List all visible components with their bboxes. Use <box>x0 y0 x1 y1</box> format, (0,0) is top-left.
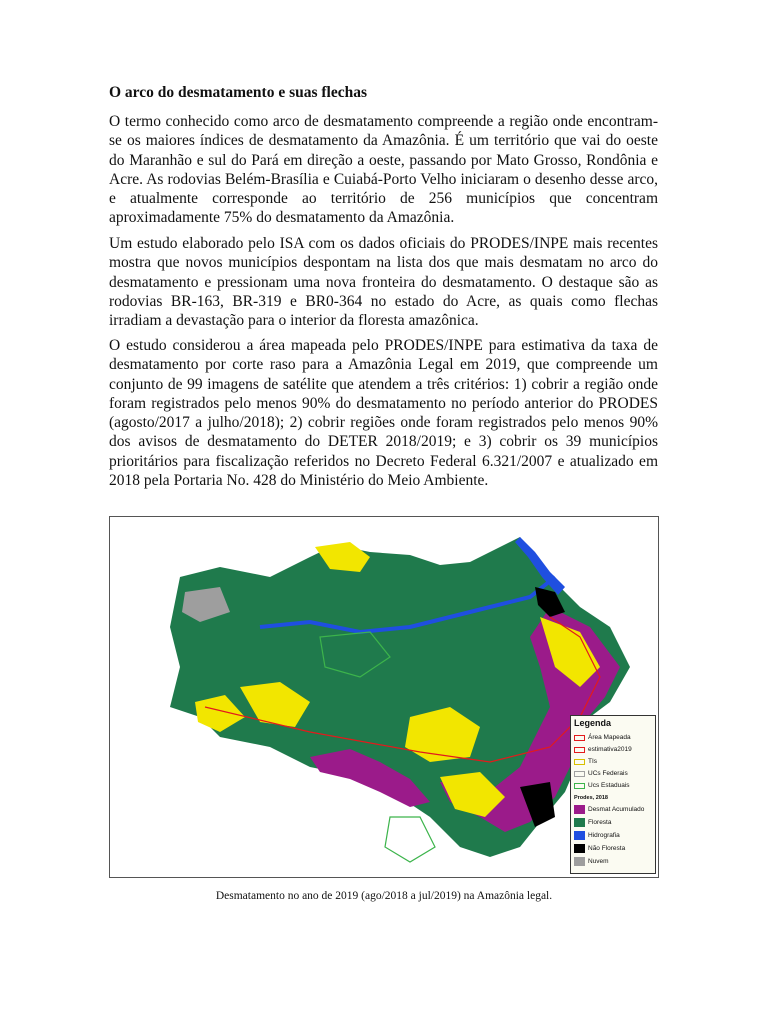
legend-label: TIs <box>588 758 598 765</box>
conservation-units-outline-2 <box>385 817 435 862</box>
legend-item-tis <box>574 758 597 765</box>
legend-item-hidrografia <box>574 831 620 840</box>
legend-label: Desmat Acumulado <box>588 806 645 813</box>
legend-label: Ucs Estaduais <box>588 782 630 789</box>
legend-swatch <box>574 805 585 814</box>
paragraph-estudo-isa: Um estudo elaborado pelo ISA com os dados oficiais do PRODES/INPE mais recentes mostra que novos municípios despontam na lista dos que mais desmatam no arco do desmatamento e pressionam uma nova fronteira do desmatamento. O destaque são as rodovias BR-163, BR-319 e BR0-364 no estado do Acre, as quais como flechas irradiam a devastação para o interior da floresta amazônica. <box>109 235 658 330</box>
legend-item-estimativa <box>574 746 632 753</box>
legend-item-mapped-area <box>574 734 631 741</box>
legend-label: UCs Federais <box>588 770 628 777</box>
legend-item-ucs-estaduais <box>574 782 630 789</box>
legend-item-nuvem <box>574 857 609 866</box>
legend-prodes-title: Prodes, 2018 <box>574 795 608 801</box>
legend-swatch <box>574 771 585 777</box>
legend-swatch <box>574 844 585 853</box>
legend-item-nao-floresta <box>574 844 625 853</box>
legend-label: Área Mapeada <box>588 734 631 741</box>
legend-swatch <box>574 735 585 741</box>
legend-item-ucs-federais <box>574 770 628 777</box>
legend-swatch <box>574 857 585 866</box>
section-title: O arco do desmatamento e suas flechas <box>109 84 368 101</box>
legend-swatch <box>574 818 585 827</box>
paragraph-arco: O termo conhecido como arco de desmatamento compreende a região onde encontram-se os maiores índices de desmatamento da Amazônia. É um território que vai do oeste do Maranhão e sul do Pará em direção a oeste, passando por Mato Grosso, Rondônia e Acre. As rodovias Belém-Brasília e Cuiabá-Porto Velho iniciaram o desenho desse arco, e atualmente corresponde ao território de 256 municípios que concentram aproximadamente 75% do desmatamento da Amazônia. <box>109 113 658 227</box>
legend-swatch <box>574 783 585 789</box>
legend-label: Hidrografia <box>588 832 620 839</box>
legend-label: estimativa2019 <box>588 746 632 753</box>
legend-item-desmat-acumulado <box>574 805 644 814</box>
legend-title: Legenda <box>574 718 612 728</box>
deforestation-map-figure <box>109 516 659 878</box>
paragraph-metodologia: O estudo considerou a área mapeada pelo PRODES/INPE para estimativa da taxa de desmatamento por corte raso para a Amazônia Legal em 2019, que compreende um conjunto de 99 imagens de satélite que atendem a três critérios: 1) cobrir a região onde foram registrados pelo menos 90% do desmatamento no período anterior do PRODES (agosto/2017 a julho/2018); 2) cobrir regiões onde foram registrados pelo menos 90% dos avisos de desmatamento do DETER 2018/2019; e 3) cobrir os 39 municípios prioritários para fiscalização referidos no Decreto Federal 6.321/2007 e atualizado em 2018 pela Portaria No. 428 do Ministério do Meio Ambiente. <box>109 337 658 490</box>
legend-swatch <box>574 759 585 765</box>
legend-label: Floresta <box>588 819 612 826</box>
map-legend <box>570 715 656 874</box>
legend-label: Não Floresta <box>588 845 626 852</box>
figure-caption: Desmatamento no ano de 2019 (ago/2018 a jul/2019) na Amazônia legal. <box>215 890 553 902</box>
legend-item-floresta <box>574 818 611 827</box>
legend-swatch <box>574 831 585 840</box>
legend-label: Nuvem <box>588 858 609 865</box>
legend-swatch <box>574 747 585 753</box>
